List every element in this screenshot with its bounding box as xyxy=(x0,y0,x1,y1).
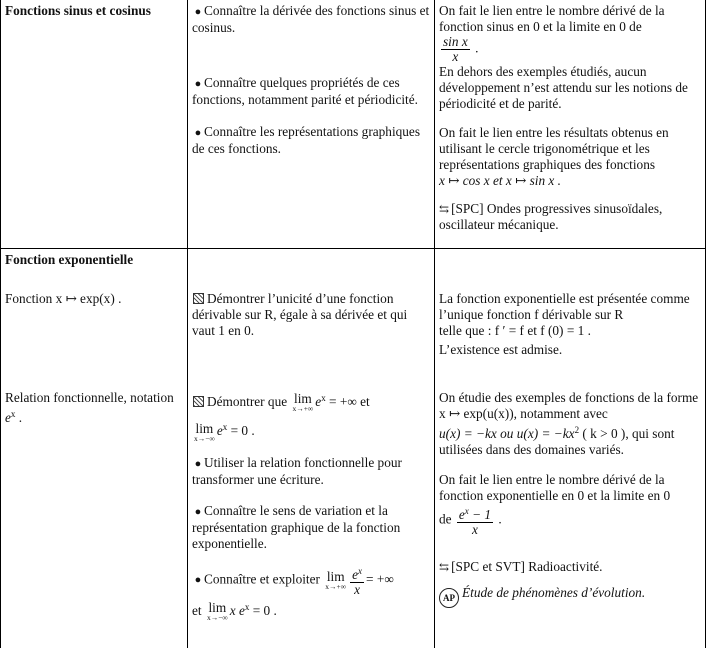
cell-exp-fonction xyxy=(1,288,188,387)
link-arrows-icon: ⇆ xyxy=(439,202,450,216)
bullet-icon: ● xyxy=(194,127,202,139)
bullet-icon: ● xyxy=(194,457,202,470)
comment-text: On fait le lien entre les résultats obtenus en utilisant le cercle trigonométrique et les représentations graphiques des fonctions x ↦ cos x et x ↦ sin x . xyxy=(439,125,669,188)
cell-sinus-comments xyxy=(435,0,706,249)
demo-square-icon xyxy=(193,293,204,304)
bullet-icon: ● xyxy=(194,78,202,90)
cell-exp-title xyxy=(1,249,188,289)
row-exp-fonction xyxy=(1,288,706,387)
fraction: $\frac{e^x}{x}$ xyxy=(352,565,363,597)
comment-text: L’existence est admise. xyxy=(439,342,563,357)
cell-exp-relation xyxy=(1,387,188,648)
cell-sinus-abilities xyxy=(188,0,435,249)
row-label: Relation fonctionnelle, notation $e^x$ . xyxy=(5,390,174,425)
bullet-item: ● Connaître et exploiter lim x→+∞ $\frac{e^x}{x}$ = +∞ xyxy=(192,564,430,597)
limit-expression: lim x→+∞ xyxy=(325,568,347,591)
cell-exp-relation-abilities xyxy=(188,387,435,648)
fraction: $\frac{e^x - 1}{x}$ xyxy=(458,506,492,537)
comment-text: La fonction exponentielle est présentée comme l’unique fonction f dérivable sur R xyxy=(439,291,690,322)
row-exponentielle-title xyxy=(1,249,706,289)
limit-expression: lim x→−∞ xyxy=(194,420,215,443)
bullet-icon: ● xyxy=(194,505,202,518)
comment-text: En dehors des exemples étudiés, aucun développement n’est attendu sur les notions de périodicité et de parité. xyxy=(439,64,688,111)
bullet-item: ● Connaître le sens de variation et la représentation graphique de la fonction exponentielle. xyxy=(192,502,401,551)
section-title-exp: Fonction exponentielle xyxy=(5,252,134,267)
bullet-item: ● Utiliser la relation fonctionnelle pour transformer une écriture. xyxy=(192,454,402,487)
bullet-text: Connaître la dérivée des fonctions sinus et cosinus. xyxy=(192,3,430,35)
limit-expression: lim x→+∞ xyxy=(292,391,314,414)
limit-line: lim x→−∞ $e^x = 0$ . xyxy=(194,420,255,443)
bullet-item xyxy=(192,3,430,36)
bullet-icon: ● xyxy=(194,6,202,18)
bullet-text: Connaître les représentations graphiques de ces fonctions. xyxy=(192,124,421,156)
demo-square-icon xyxy=(193,396,204,407)
cell-sinus-title xyxy=(1,0,188,249)
bullet-item xyxy=(192,124,430,157)
cell-exp-relation-comments xyxy=(435,387,706,648)
limit-expression: lim x→−∞ xyxy=(206,600,228,623)
comment-text: AP Étude de phénomènes d’évolution. xyxy=(439,585,701,608)
comment-text: On fait le lien entre le nombre dérivé de la fonction sinus en 0 et la limite en 0 de $\frac{\text{sin x}}{x}$ . xyxy=(439,3,665,64)
bullet-icon: ● xyxy=(194,574,202,587)
comment-text: On étudie des exemples de fonctions de la forme x ↦ exp(u(x)), notamment avec u(x) = −kx ou $u(x) = -kx^2$ ( k > 0 ), qui sont utilisées dans des domaines variés. xyxy=(439,390,699,457)
ap-badge-icon: AP xyxy=(439,588,459,608)
row-label: Fonction x ↦ exp(x) . xyxy=(5,291,122,306)
link-arrows-icon: ⇆ xyxy=(439,560,450,574)
bullet-item xyxy=(192,75,430,108)
row-exp-relation xyxy=(1,387,706,648)
comment-text: ⇆ [SPC] Ondes progressives sinusoïdales, oscillateur mécanique. xyxy=(439,201,663,232)
demo-item: Démontrer que lim x→+∞ $e^x$ = +∞ et xyxy=(192,390,430,413)
section-title-sinus: Fonctions sinus et cosinus xyxy=(5,3,151,18)
empty-cell xyxy=(435,249,706,289)
limit-line: et lim x→−∞ x $e^x = 0$ . xyxy=(192,600,277,623)
row-sinus-cosinus xyxy=(1,0,706,249)
demo-item: Démontrer l’unicité d’une fonction dérivable sur R, égale à sa dérivée et qui vaut 1 en 0. xyxy=(192,291,408,338)
bullet-text: Connaître quelques propriétés de ces fonctions, notamment parité et périodicité. xyxy=(192,75,418,107)
cell-exp-comment xyxy=(435,288,706,387)
comment-text: On fait le lien entre le nombre dérivé de la fonction exponentielle en 0 et la limite en 0 de $\frac{e^x - 1}{x}$ . xyxy=(439,472,671,537)
comment-text: ⇆ [SPC et SVT] Radioactivité. xyxy=(439,559,603,574)
fraction: $\frac{\text{sin x}}{x}$ xyxy=(443,34,468,64)
empty-cell xyxy=(188,249,435,289)
comment-text: telle que : f ′ = f et f (0) = 1 . xyxy=(439,323,591,338)
cell-exp-demo xyxy=(188,288,435,387)
